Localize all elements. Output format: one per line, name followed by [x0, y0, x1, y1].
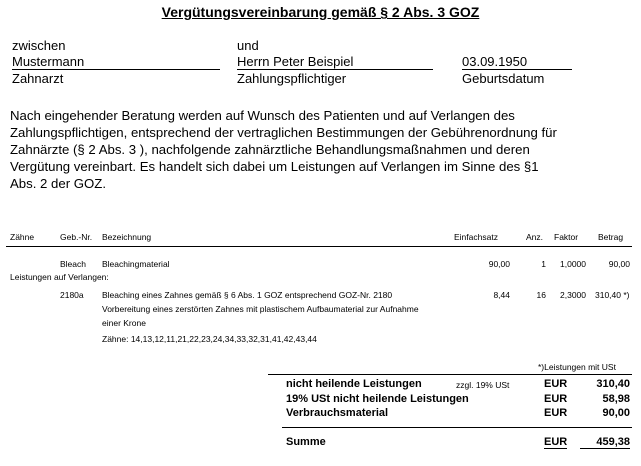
payer-role: Zahlungspflichtiger — [237, 71, 347, 86]
summary-label: 19% USt nicht heilende Leistungen — [286, 393, 469, 405]
row2-bezeichnung: Bleaching eines Zahnes gemäß § 6 Abs. 1 GOZ entsprechend GOZ-Nr. 2180 — [102, 290, 393, 300]
total-amount: 459,38 — [580, 436, 630, 449]
birthdate-label: Geburtsdatum — [462, 71, 545, 86]
row2-desc-line3: einer Krone — [102, 318, 146, 328]
summary-currency: EUR — [544, 378, 568, 390]
row1-bezeichnung: Bleachingmaterial — [102, 259, 170, 269]
col-header-anz: Anz. — [526, 232, 544, 242]
row1-geb-nr: Bleach — [60, 259, 86, 269]
zwischen-label: zwischen — [12, 38, 66, 53]
summary-label: Verbrauchsmaterial — [286, 407, 389, 419]
total-currency: EUR — [544, 436, 568, 448]
row2-desc-line2: Vorbereitung eines zerstörten Zahnes mit plastischem Aufbaumaterial zur Aufnahme — [102, 304, 419, 314]
intro-line: Nach eingehender Beratung werden auf Wunsch des Patienten und auf Verlangen des — [10, 108, 515, 123]
summary-note: zzgl. 19% USt — [456, 380, 510, 390]
summary-currency: EUR — [544, 393, 568, 405]
row2-geb-nr: 2180a — [60, 290, 84, 300]
col-header-zaehne: Zähne — [10, 232, 35, 242]
dentist-role: Zahnarzt — [12, 71, 64, 86]
intro-line: Vergütung vereinbart. Es handelt sich dabei um Leistungen auf Verlangen im Sinne des §1 — [10, 159, 539, 174]
document-title: Vergütungsvereinbarung gemäß § 2 Abs. 3 GOZ — [161, 4, 480, 20]
row2-teeth: Zähne: 14,13,12,11,21,22,23,24,34,33,32,31,41,42,43,44 — [102, 334, 317, 344]
row1-einfachsatz: 90,00 — [488, 259, 510, 269]
col-header-betrag: Betrag — [598, 232, 624, 242]
row2-anz: 16 — [536, 290, 546, 300]
birthdate: 03.09.1950 — [462, 54, 572, 70]
row1-faktor: 1,0000 — [560, 259, 586, 269]
footnote: *)Leistungen mit USt — [538, 362, 616, 372]
row2-betrag: 310,40 *) — [595, 290, 630, 300]
row1-betrag: 90,00 — [608, 259, 630, 269]
summary-currency: EUR — [544, 407, 568, 419]
total-label: Summe — [286, 436, 326, 448]
summary-amount: 90,00 — [602, 407, 630, 419]
intro-paragraph — [10, 107, 620, 192]
row2-faktor: 2,3000 — [560, 290, 586, 300]
row2-einfachsatz: 8,44 — [493, 290, 510, 300]
summary-label: nicht heilende Leistungen — [286, 378, 422, 390]
col-header-einfachsatz: Einfachsatz — [454, 232, 498, 242]
summary-amount: 310,40 — [596, 378, 630, 390]
dentist-name: Mustermann — [12, 54, 220, 70]
col-header-bezeichnung: Bezeichnung — [102, 232, 152, 242]
col-header-faktor: Faktor — [554, 232, 579, 242]
payer-name: Herrn Peter Beispiel — [237, 54, 433, 70]
intro-line: Zahlungspflichtigen, entsprechend der vertraglichen Bestimmungen der Gebührenordnung für — [10, 125, 557, 140]
summary-amount: 58,98 — [602, 393, 630, 405]
row1-anz: 1 — [541, 259, 546, 269]
und-label: und — [237, 38, 259, 53]
total-rule — [282, 427, 632, 428]
col-header-geb-nr: Geb.-Nr. — [60, 232, 93, 242]
section-label: Leistungen auf Verlangen: — [10, 272, 109, 282]
intro-line: Zahnärzte (§ 2 Abs. 3 ), nachfolgende zahnärztliche Behandlungsmaßnahmen und deren — [10, 142, 530, 157]
intro-line: Abs. 2 der GOZ. — [10, 176, 107, 191]
table-header-rule — [6, 246, 632, 247]
summary-rule — [268, 374, 632, 375]
